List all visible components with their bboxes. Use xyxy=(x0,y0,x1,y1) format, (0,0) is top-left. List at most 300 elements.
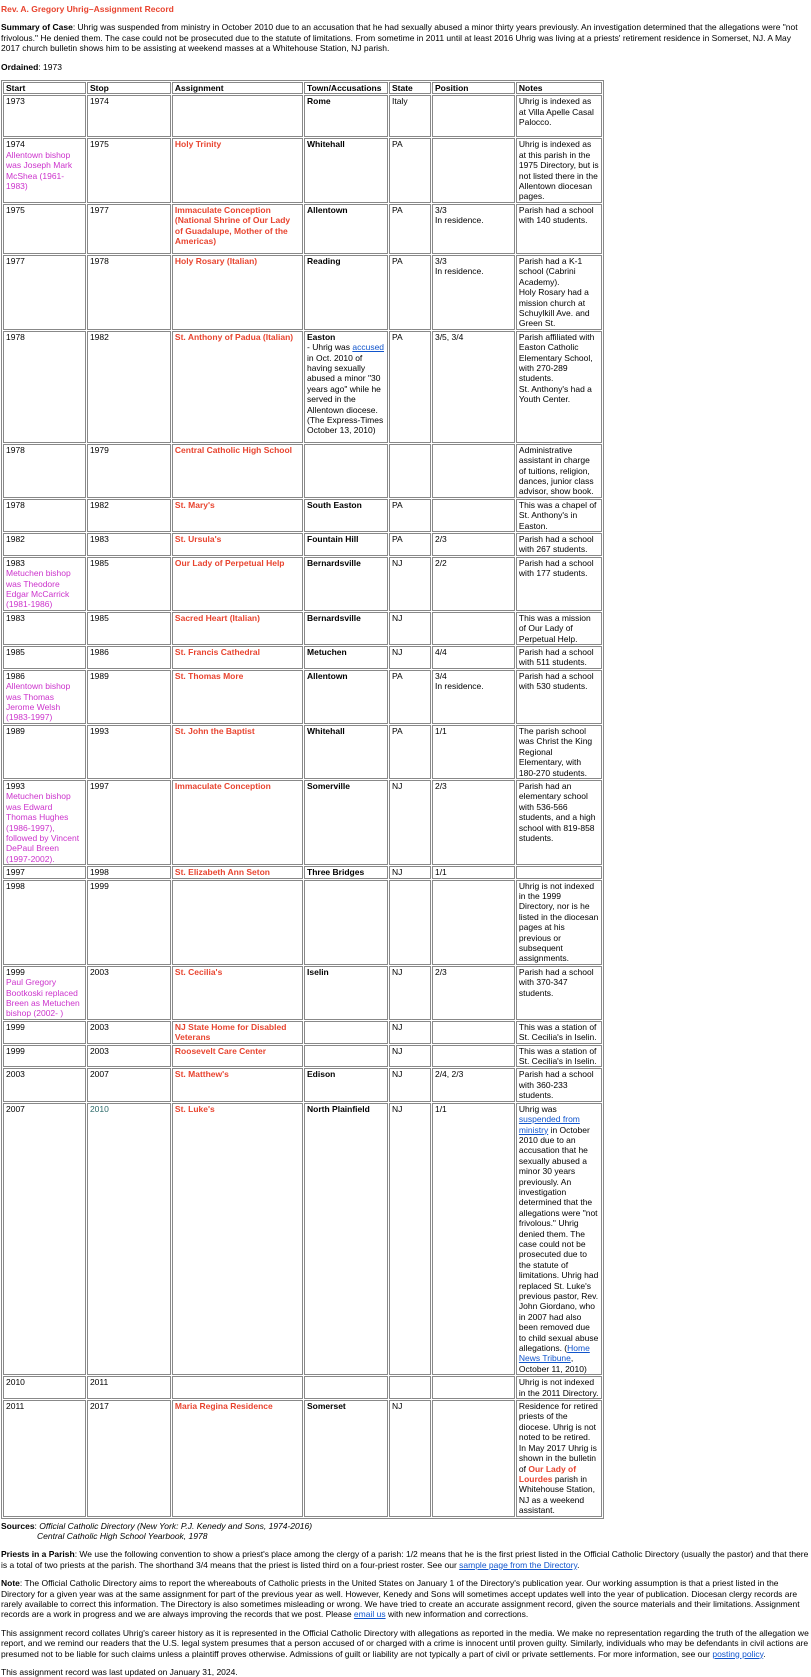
cell-assignment xyxy=(172,880,303,965)
cell-position-text: 2/3 xyxy=(434,533,447,544)
cell-position-text: 2/4, 2/3 xyxy=(434,1069,464,1080)
cell-stop xyxy=(87,612,171,645)
table-row xyxy=(3,331,602,443)
cell-stop xyxy=(87,1400,171,1516)
cell-assignment xyxy=(172,1376,303,1399)
cell-position xyxy=(432,670,515,724)
cell-start-text: 2010 xyxy=(6,1377,25,1388)
cell-stop-text: 1975 xyxy=(89,139,109,150)
note-text: : The Official Catholic Directory aims to report the whereabouts of Catholic priests in the United States on January 1 of the Directory's publication year. Our working assumption is that a priest listed in the Directory for a given year was at the same assignment for part of the previous year as well. However, Kenedy and Sons will sometimes accept updates well into the year of publication. Diocesan clergy records are rarely available to correct this information. The Directory is also sometimes misleading or wrong. We have tried to create an accurate assignment record, given the source materials and their limitations. Assignment records are a work in progress and we are always improving the records that we post. Please email us with new information and corrections. xyxy=(1,1578,800,1620)
cell-position xyxy=(432,1376,515,1399)
cell-stop xyxy=(87,866,171,878)
cell-start-text: 1977 xyxy=(6,255,25,266)
cell-start-text: 2007 xyxy=(6,1103,25,1114)
cell-start-text: 1983 xyxy=(6,557,25,568)
cell-town-text: Somerville xyxy=(307,780,351,791)
cell-assignment-text: St. Matthew's xyxy=(174,1069,229,1080)
cell-town xyxy=(304,866,388,878)
cell-stop-text: 1978 xyxy=(89,255,109,266)
cell-state xyxy=(389,499,431,532)
cell-start-text: 1978 xyxy=(6,331,25,342)
cell-stop xyxy=(87,499,171,532)
cell-assignment xyxy=(172,1045,303,1068)
table-row xyxy=(3,1103,602,1376)
cell-notes xyxy=(516,646,602,669)
cell-start-text: 1985 xyxy=(6,647,25,658)
header-start: Start xyxy=(3,82,86,94)
cell-position xyxy=(432,204,515,254)
cell-state-text: PA xyxy=(391,331,403,342)
cell-position xyxy=(432,331,515,443)
cell-state xyxy=(389,138,431,202)
cell-assignment-text: NJ State Home for Disabled Veterans xyxy=(174,1021,287,1043)
cell-town xyxy=(304,444,388,498)
cell-stop-text: 1982 xyxy=(89,331,109,342)
cell-position xyxy=(432,612,515,645)
cell-start-text: 2003 xyxy=(6,1069,25,1080)
priests-in-parish-label: Priests in a Parish xyxy=(1,1549,75,1560)
cell-stop xyxy=(87,557,171,611)
cell-state xyxy=(389,1376,431,1399)
cell-state xyxy=(389,1068,431,1101)
cell-start xyxy=(3,725,86,779)
cell-start-text: 1989 xyxy=(6,725,25,736)
cell-assignment xyxy=(172,331,303,443)
cell-position xyxy=(432,138,515,202)
cell-town xyxy=(304,880,388,965)
cell-assignment-text: St. Francis Cathedral xyxy=(174,647,260,658)
cell-town-text: Rome xyxy=(307,96,331,107)
cell-town xyxy=(304,1021,388,1044)
cell-town-text: Bernardsville xyxy=(307,612,361,623)
cell-town xyxy=(304,1103,388,1376)
table-row xyxy=(3,533,602,556)
ordained-value: : 1973 xyxy=(38,61,62,72)
cell-state xyxy=(389,880,431,965)
cell-notes-text: This was a station of St. Cecilia's in Iselin. xyxy=(518,1021,597,1043)
cell-stop xyxy=(87,255,171,330)
cell-position-text: 3/4 In residence. xyxy=(434,670,484,692)
cell-town xyxy=(304,1045,388,1068)
cell-notes xyxy=(516,444,602,498)
cell-assignment xyxy=(172,670,303,724)
assignment-table xyxy=(1,80,604,1519)
cell-state xyxy=(389,331,431,443)
cell-position xyxy=(432,1400,515,1516)
header-position: Position xyxy=(432,82,515,94)
table-row xyxy=(3,1376,602,1399)
cell-notes xyxy=(516,966,602,1020)
cell-start-text: 1975 xyxy=(6,204,25,215)
table-row xyxy=(3,499,602,532)
cell-notes-text: Uhrig was suspended from ministry in October 2010 due to an accusation that he sexually abused a minor 30 years previously. An investigation determined that the allegations were "not frivolous." Uhrig denied them. The case could not be prosecuted due to the statute of limitations. Uhrig had replaced St. Luke's previous pastor, Rev. John Giordano, who in 2007 had also been removed due to child sexual abuse allegations. (Home News Tribune, October 11, 2010) xyxy=(518,1103,599,1374)
updated-line: This assignment record was last updated on January 31, 2024. xyxy=(1,1667,238,1677)
cell-notes xyxy=(516,1045,602,1068)
cell-state xyxy=(389,557,431,611)
table-row xyxy=(3,670,602,724)
cell-state-text: PA xyxy=(391,204,403,215)
table-row xyxy=(3,866,602,878)
cell-position-text: 3/5, 3/4 xyxy=(434,331,464,342)
cell-position-text: 2/3 xyxy=(434,780,447,791)
priests-in-parish-paragraph xyxy=(1,1549,809,1570)
cell-position-text: 4/4 xyxy=(434,647,447,658)
table-row xyxy=(3,612,602,645)
cell-notes xyxy=(516,255,602,330)
cell-start xyxy=(3,1376,86,1399)
cell-state xyxy=(389,1045,431,1068)
cell-position xyxy=(432,533,515,556)
disclaimer-paragraph: This assignment record collates Uhrig's career history as it is represented in the Official Catholic Directory with allegations as reported in the media. We make no representation regarding the truth of the allegation we report, and we remind our readers that the U.S. legal system presumes that a person accused of or charged with a crime is innocent until proven guilty. Similarly, individuals who may be defendants in civil actions are presumed not to be liable for such claims unless a plaintiff proves otherwise. Admissions of guilt or liability are not typically a part of civil or private settlements. For more information, see our posting policy. xyxy=(1,1627,809,1659)
ordained-line xyxy=(1,62,809,72)
cell-state-text: PA xyxy=(391,533,403,544)
cell-start xyxy=(3,880,86,965)
bishop-note: Allentown bishop was Thomas Jerome Welsh (1983-1997) xyxy=(6,681,71,723)
cell-notes-text: Parish had a school with 530 students. xyxy=(518,670,594,692)
cell-assignment-text: St. Luke's xyxy=(174,1103,215,1114)
cell-stop-text: 2011 xyxy=(89,1377,109,1388)
sample-page-link[interactable]: sample page from the Directory xyxy=(459,1559,578,1570)
cell-notes xyxy=(516,331,602,443)
cell-position xyxy=(432,1021,515,1044)
cell-assignment-text: St. Thomas More xyxy=(174,670,244,681)
cell-state xyxy=(389,95,431,137)
cell-notes-text: Parish had a school with 360-233 students. xyxy=(518,1069,594,1101)
cell-start xyxy=(3,557,86,611)
cell-assignment xyxy=(172,646,303,669)
cell-stop-text: 2003 xyxy=(89,1021,109,1032)
cell-state-text: NJ xyxy=(391,557,403,568)
cell-state-text: PA xyxy=(391,499,403,510)
table-row xyxy=(3,1400,602,1516)
cell-start xyxy=(3,1103,86,1376)
cell-notes xyxy=(516,557,602,611)
cell-state xyxy=(389,725,431,779)
table-row xyxy=(3,780,602,865)
cell-position xyxy=(432,880,515,965)
cell-assignment xyxy=(172,499,303,532)
accused-link[interactable]: accused xyxy=(352,342,385,353)
cell-town xyxy=(304,255,388,330)
cell-notes-text: Parish had a school with 370-347 students. xyxy=(518,966,594,998)
summary-label: Summary of Case xyxy=(1,22,73,33)
cell-assignment xyxy=(172,1103,303,1376)
cell-town xyxy=(304,95,388,137)
cell-town xyxy=(304,331,388,443)
cell-stop xyxy=(87,646,171,669)
cell-town-text: Reading xyxy=(307,255,341,266)
bishop-note: Allentown bishop was Joseph Mark McShea (1961-1983) xyxy=(6,149,73,192)
cell-assignment xyxy=(172,255,303,330)
note-paragraph xyxy=(1,1578,809,1620)
sources: Sources: Official Catholic Directory (New York: P.J. Kenedy and Sons, 1974-2016) Central Catholic High School Yearbook, 1978 xyxy=(1,1520,313,1541)
cell-notes xyxy=(516,95,602,137)
cell-start-text: 1998 xyxy=(6,880,25,891)
table-row xyxy=(3,444,602,498)
cell-town-text: Whitehall xyxy=(307,725,345,736)
summary-paragraph xyxy=(1,22,809,53)
email-us-link[interactable]: email us xyxy=(353,1609,386,1620)
cell-town-text: Three Bridges xyxy=(307,867,365,878)
cell-state-text: PA xyxy=(391,255,403,266)
header-notes: Notes xyxy=(516,82,602,94)
cell-assignment xyxy=(172,444,303,498)
cell-assignment-text: Maria Regina Residence xyxy=(174,1401,273,1412)
cell-position xyxy=(432,646,515,669)
table-row xyxy=(3,1045,602,1068)
cell-town-text: Metuchen xyxy=(307,647,347,658)
cell-stop-text: 2003 xyxy=(89,1045,109,1056)
cell-town-text: South Easton xyxy=(307,499,362,510)
cell-start-text: 1978 xyxy=(6,444,25,455)
bishop-note: Metuchen bishop was Theodore Edgar McCarrick (1981-1986) xyxy=(6,568,71,610)
cell-stop-text: 1993 xyxy=(89,725,109,736)
cell-start xyxy=(3,1068,86,1101)
cell-state-text: NJ xyxy=(391,1021,403,1032)
cell-assignment xyxy=(172,966,303,1020)
cell-notes-text: Parish had a school with 511 students. xyxy=(518,647,594,668)
cell-notes-text: This was a mission of Our Lady of Perpetual Help. xyxy=(518,612,591,644)
cell-stop xyxy=(87,533,171,556)
cell-start-text: 1986 xyxy=(6,670,25,681)
cell-assignment-text: Holy Trinity xyxy=(174,139,222,150)
sources-line1: Official Catholic Directory (New York: P.J. Kenedy and Sons, 1974-2016) xyxy=(39,1520,313,1531)
cell-notes-text: Uhrig is not indexed in the 2011 Directory. xyxy=(518,1377,599,1398)
cell-start-text: 2011 xyxy=(6,1401,25,1412)
cell-town-text: Fountain Hill xyxy=(307,533,359,544)
cell-stop xyxy=(87,204,171,254)
cell-position xyxy=(432,444,515,498)
cell-town-text: Somerset xyxy=(307,1401,346,1412)
cell-assignment-text: Holy Rosary (Italian) xyxy=(174,255,258,266)
table-row xyxy=(3,725,602,779)
cell-town-text: Edison xyxy=(307,1069,336,1080)
cell-assignment-text: St. Ursula's xyxy=(174,533,222,544)
table-row xyxy=(3,138,602,202)
cell-town xyxy=(304,780,388,865)
cell-town xyxy=(304,966,388,1020)
cell-town xyxy=(304,1068,388,1101)
cell-position-text: 1/1 xyxy=(434,725,447,736)
cell-state xyxy=(389,204,431,254)
cell-state xyxy=(389,866,431,878)
cell-town xyxy=(304,204,388,254)
cell-notes xyxy=(516,138,602,202)
cell-stop-text: 2003 xyxy=(89,966,109,977)
cell-state-text: PA xyxy=(391,139,403,150)
cell-state-text: NJ xyxy=(391,780,403,791)
cell-assignment xyxy=(172,612,303,645)
cell-stop-text: 2010 xyxy=(89,1103,109,1114)
cell-assignment-text: Our Lady of Perpetual Help xyxy=(174,557,285,568)
cell-start xyxy=(3,646,86,669)
cell-stop xyxy=(87,880,171,965)
cell-notes xyxy=(516,533,602,556)
cell-stop xyxy=(87,780,171,865)
cell-start xyxy=(3,966,86,1020)
cell-state-text: NJ xyxy=(391,966,403,977)
cell-position xyxy=(432,1045,515,1068)
cell-position xyxy=(432,557,515,611)
cell-assignment-text: St. Cecilia's xyxy=(174,966,223,977)
cell-start-text: 1999 xyxy=(6,1045,25,1056)
table-row xyxy=(3,1068,602,1101)
cell-state-text: Italy xyxy=(391,96,408,107)
cell-town xyxy=(304,725,388,779)
cell-stop xyxy=(87,1068,171,1101)
cell-stop xyxy=(87,331,171,443)
cell-state-text: NJ xyxy=(391,612,403,623)
cell-notes-text: Administrative assistant in charge of tuitions, religion, dances, junior class advisor, show book. xyxy=(518,444,594,497)
cell-start-text: 1983 xyxy=(6,612,25,623)
accusation-note: - Uhrig was accused in Oct. 2010 of having sexually abused a minor "30 years ago" while he served in the Allentown diocese. (The Express-Times October 13, 2010) xyxy=(307,342,385,436)
cell-assignment xyxy=(172,725,303,779)
ordained-label: Ordained xyxy=(1,61,39,72)
cell-town xyxy=(304,670,388,724)
cell-notes xyxy=(516,866,602,878)
cell-town xyxy=(304,533,388,556)
cell-notes-text: Parish had a school with 177 students. xyxy=(518,557,594,579)
cell-position xyxy=(432,255,515,330)
cell-start-text: 1993 xyxy=(6,780,25,791)
cell-state xyxy=(389,670,431,724)
cell-assignment xyxy=(172,557,303,611)
cell-assignment xyxy=(172,533,303,556)
cell-start xyxy=(3,1045,86,1068)
cell-stop xyxy=(87,95,171,137)
table-row xyxy=(3,966,602,1020)
cell-town xyxy=(304,1376,388,1399)
cell-state xyxy=(389,780,431,865)
our-lady-of-lourdes-label: Our Lady of Lourdes xyxy=(518,1463,577,1484)
cell-stop-text: 1998 xyxy=(89,867,109,878)
cell-notes xyxy=(516,204,602,254)
cell-notes-text: Parish had a school with 140 students. xyxy=(518,204,594,226)
cell-position xyxy=(432,780,515,865)
cell-state xyxy=(389,255,431,330)
bishop-note: Metuchen bishop was Edward Thomas Hughes (1986-1997), followed by Vincent DePaul Breen (1997-2002). xyxy=(6,791,80,864)
cell-stop-text: 1989 xyxy=(89,670,109,681)
cell-assignment xyxy=(172,1400,303,1516)
cell-stop-text: 1983 xyxy=(89,533,109,544)
cell-state-text: NJ xyxy=(391,1069,403,1080)
cell-notes-text: Uhrig is not indexed in the 1999 Directory, nor is he listed in the diocesan pages at his previous or subsequent assignments. xyxy=(518,880,599,964)
cell-state xyxy=(389,646,431,669)
cell-stop-text: 2007 xyxy=(89,1069,109,1080)
cell-stop-text: 1999 xyxy=(89,880,109,891)
table-row xyxy=(3,95,602,137)
table-row xyxy=(3,646,602,669)
cell-notes-text: Residence for retired priests of the diocese. Uhrig is not noted to be retired. In May 2017 Uhrig is shown in the bulletin of Our Lady of Lourdes parish in Whitehouse Station, NJ as a weekend assistant. xyxy=(518,1401,598,1516)
cell-town-text: Allentown xyxy=(307,670,348,681)
cell-notes xyxy=(516,1021,602,1044)
cell-start xyxy=(3,670,86,724)
cell-position xyxy=(432,1068,515,1101)
posting-policy-link[interactable]: posting policy xyxy=(712,1648,764,1659)
cell-notes-text: Parish had a school with 267 students. xyxy=(518,533,594,555)
cell-notes xyxy=(516,880,602,965)
priests-in-parish-text: : We use the following convention to show a priest's place among the clergy of a parish: 1/2 means that he is the first priest listed in the Official Catholic Directory (usually the pastor) and that there is a total of two priests at the parish. The shorthand 3/4 means that the priest is listed third on a four-priest roster. See our sample page from the Directory. xyxy=(1,1549,809,1570)
cell-state-text: PA xyxy=(391,725,403,736)
cell-notes xyxy=(516,499,602,532)
table-row xyxy=(3,880,602,965)
cell-assignment xyxy=(172,780,303,865)
cell-stop xyxy=(87,1103,171,1376)
cell-stop-text: 1985 xyxy=(89,612,109,623)
cell-assignment xyxy=(172,1021,303,1044)
cell-stop-text: 1986 xyxy=(89,647,109,658)
page-title: Rev. A. Gregory Uhrig–Assignment Record xyxy=(1,4,174,14)
sources-line2: Central Catholic High School Yearbook, 1978 xyxy=(37,1530,208,1541)
cell-state-text: NJ xyxy=(391,647,403,658)
cell-notes xyxy=(516,612,602,645)
cell-town-text: Whitehall xyxy=(307,139,345,150)
summary-text: : Uhrig was suspended from ministry in October 2010 due to an accusation that he had sexually abused a minor thirty years previously. An investigation determined that the allegations were "not frivolous." He denied them. The case could not be prosecuted due to the statute of limitations. From sometime in 2011 until at least 2016 Uhrig was living at a priests' retirement residence in Somerset, NJ. A May 2017 church bulletin shows him to be assisting at weekend masses at a Whitehouse Station, NJ parish. xyxy=(1,22,798,54)
cell-position xyxy=(432,499,515,532)
cell-stop-text: 2017 xyxy=(89,1401,109,1412)
cell-stop xyxy=(87,670,171,724)
cell-assignment-text: St. Elizabeth Ann Seton xyxy=(174,867,270,878)
cell-position-text: 3/3 In residence. xyxy=(434,255,484,277)
table-row xyxy=(3,204,602,254)
cell-state xyxy=(389,444,431,498)
table-header-row xyxy=(3,82,602,94)
cell-start-text: 1999 xyxy=(6,1021,25,1032)
cell-assignment-text: St. Anthony of Padua (Italian) xyxy=(174,331,294,342)
cell-notes-text: This was a chapel of St. Anthony's in Easton. xyxy=(518,499,597,531)
cell-start xyxy=(3,95,86,137)
cell-state xyxy=(389,1103,431,1376)
table-body xyxy=(3,95,602,1516)
cell-start xyxy=(3,1400,86,1516)
cell-start xyxy=(3,780,86,865)
cell-start-text: 1973 xyxy=(6,96,25,107)
cell-notes-text: Uhrig is indexed as at Villa Apelle Casal Palocco. xyxy=(518,96,594,128)
cell-notes-text: Parish had a K-1 school (Cabrini Academy). Holy Rosary had a mission church at Schuylkill Ave. and Green St. xyxy=(518,255,590,329)
cell-stop xyxy=(87,1021,171,1044)
cell-start-text: 1974 xyxy=(6,139,25,150)
cell-notes-text: This was a station of St. Cecilia's in Iselin. xyxy=(518,1045,597,1067)
cell-town xyxy=(304,138,388,202)
sources-label: Sources xyxy=(1,1520,35,1531)
suspended-link[interactable]: suspended from ministry xyxy=(518,1114,580,1135)
cell-position-text: 2/3 xyxy=(434,966,447,977)
cell-town xyxy=(304,612,388,645)
cell-stop xyxy=(87,138,171,202)
cell-assignment-text: Roosevelt Care Center xyxy=(174,1045,267,1056)
header-stop: Stop xyxy=(87,82,171,94)
cell-state xyxy=(389,612,431,645)
cell-stop-text: 1985 xyxy=(89,557,109,568)
cell-notes-text: Parish had an elementary school with 536-566 students, and a high school with 819-858 students. xyxy=(518,780,596,843)
cell-assignment-text: Immaculate Conception (National Shrine of Our Lady of Guadalupe, Mother of the Americas) xyxy=(174,204,291,247)
header-state: State xyxy=(389,82,431,94)
cell-state xyxy=(389,966,431,1020)
cell-notes xyxy=(516,1400,602,1516)
cell-town xyxy=(304,1400,388,1516)
cell-start xyxy=(3,612,86,645)
cell-town xyxy=(304,499,388,532)
cell-town-text: North Plainfield xyxy=(307,1103,370,1114)
cell-position xyxy=(432,725,515,779)
cell-state-text: NJ xyxy=(391,1045,403,1056)
cell-position xyxy=(432,966,515,1020)
cell-town xyxy=(304,557,388,611)
home-news-tribune-link[interactable]: Home News Tribune xyxy=(518,1343,590,1364)
note-label: Note xyxy=(1,1578,20,1589)
cell-notes xyxy=(516,1103,602,1376)
cell-start-text: 1997 xyxy=(6,867,25,878)
